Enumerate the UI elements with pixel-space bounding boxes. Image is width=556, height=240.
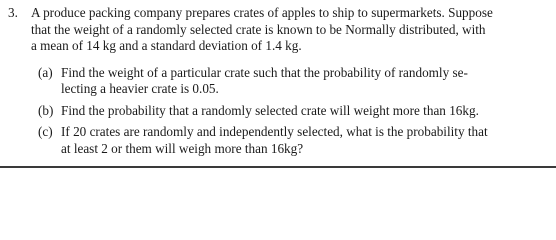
stem-line: A produce packing company prepares crates of apples to ship to supermarkets. Suppose <box>31 5 493 20</box>
part-label: (c) <box>38 124 53 139</box>
part-text-line: Find the weight of a particular crate such that the probability of randomly se- <box>61 64 468 80</box>
part-text-line: Find the probability that a randomly selected crate will weight more than 16kg. <box>61 102 479 118</box>
question-3 <box>8 5 548 162</box>
part-c <box>31 124 548 157</box>
question-parts <box>31 65 548 158</box>
part-text-line: If 20 crates are randomly and independently selected, what is the probability that <box>61 124 488 139</box>
question-number: 3. <box>8 5 18 20</box>
question-stem <box>31 5 548 55</box>
part-label: (a) <box>38 64 53 80</box>
bottom-divider <box>0 166 556 168</box>
stem-line: that the weight of a randomly selected crate is known to be Normally distributed, with <box>31 21 486 37</box>
part-label: (b) <box>38 102 54 118</box>
stem-line: a mean of 14 kg and a standard deviation of 1.4 kg. <box>31 38 302 53</box>
part-b <box>31 103 548 120</box>
part-text-line: lecting a heavier crate is 0.05. <box>61 81 219 96</box>
part-a <box>31 65 548 98</box>
part-text-line: at least 2 or them will weigh more than 16kg? <box>61 140 304 156</box>
